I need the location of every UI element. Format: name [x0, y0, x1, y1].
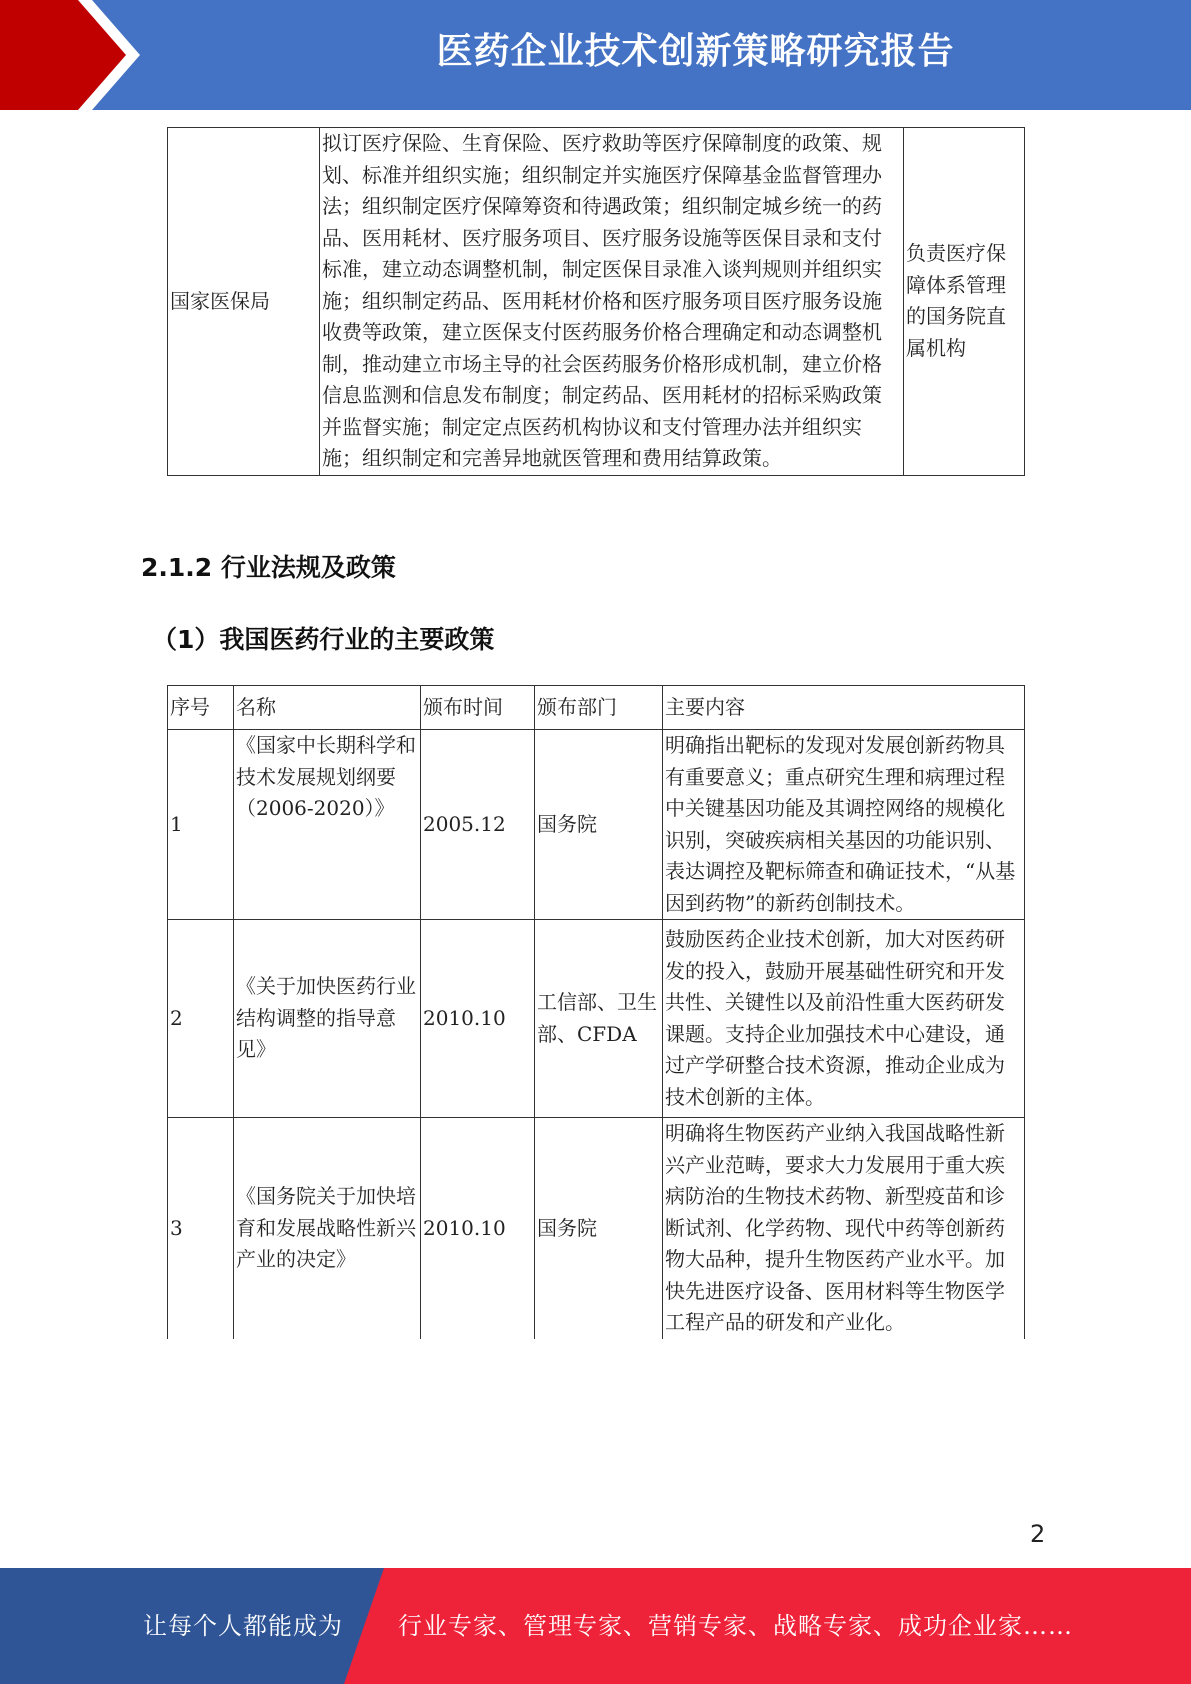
header-name: 名称	[234, 686, 421, 730]
agency-description: 拟订医疗保险、生育保险、医疗救助等医疗保障制度的政策、规划、标准并组织实施；组织制定并实施医疗保障基金监督管理办法；组织制定医疗保障筹资和待遇政策；组织制定城乡统一的药品、医用耗材、医疗服务项目、医疗服务设施等医保目录和支付标准，建立动态调整机制，制定医保目录准入谈判规则并组织实施；组织制定药品、医用耗材价格和医疗服务项目医疗服务设施收费等政策，建立医保支付医药服务价格合理确定和动态调整机制，推动建立市场主导的社会医药服务价格形成机制，建立价格信息监测和信息发布制度；制定药品、医用耗材的招标采购政策并监督实施；制定定点医药机构协议和支付管理办法并组织实施；组织制定和完善异地就医管理和费用结算政策。	[320, 128, 904, 476]
table-row	[168, 730, 1025, 920]
header-arrow-decoration	[0, 0, 150, 110]
policy-date: 2010.10	[421, 1118, 535, 1339]
footer-slogan-right: 行业专家、管理专家、营销专家、战略专家、成功企业家……	[398, 1612, 1073, 1640]
policy-content: 明确将生物医药产业纳入我国战略性新兴产业范畴，要求大力发展用于重大疾病防治的生物技术药物、新型疫苗和诊断试剂、化学药物、现代中药等创新药物大品种，提升生物医药产业水平。加快先进医疗设备、医用材料等生物医学工程产品的研发和产业化。	[663, 1118, 1025, 1339]
table-header-row	[168, 686, 1025, 730]
policy-table	[167, 685, 1025, 1339]
policy-no: 3	[168, 1118, 234, 1339]
page-header	[0, 0, 1191, 110]
page-number: 2	[1030, 1520, 1046, 1548]
policy-no: 2	[168, 920, 234, 1118]
policy-name: 《国务院关于加快培育和发展战略性新兴产业的决定》	[234, 1118, 421, 1339]
agency-name: 国家医保局	[168, 128, 320, 476]
table-row	[168, 128, 1025, 476]
agency-type: 负责医疗保障体系管理的国务院直属机构	[904, 128, 1025, 476]
table-row	[168, 920, 1025, 1118]
policy-no: 1	[168, 730, 234, 920]
footer-slogan-left: 让每个人都能成为	[143, 1612, 343, 1640]
section-heading: 2.1.2 行业法规及政策	[141, 553, 396, 582]
policy-dept: 工信部、卫生部、CFDA	[535, 920, 663, 1118]
report-title: 医药企业技术创新策略研究报告	[436, 31, 955, 72]
page-footer	[0, 1568, 1191, 1684]
policy-date: 2005.12	[421, 730, 535, 920]
agency-table	[167, 127, 1025, 476]
policy-dept: 国务院	[535, 730, 663, 920]
policy-date: 2010.10	[421, 920, 535, 1118]
policy-content: 鼓励医药企业技术创新，加大对医药研发的投入，鼓励开展基础性研究和开发共性、关键性以及前沿性重大医药研发课题。支持企业加强技术中心建设，通过产学研整合技术资源，推动企业成为技术创新的主体。	[663, 920, 1025, 1118]
policy-content: 明确指出靶标的发现对发展创新药物具有重要意义；重点研究生理和病理过程中关键基因功能及其调控网络的规模化识别，突破疾病相关基因的功能识别、表达调控及靶标筛查和确证技术，“从基因到药物”的新药创制技术。	[663, 730, 1025, 920]
header-dept: 颁布部门	[535, 686, 663, 730]
policy-name: 《国家中长期科学和技术发展规划纲要（2006-2020）》	[234, 730, 421, 920]
header-content: 主要内容	[663, 686, 1025, 730]
policy-dept: 国务院	[535, 1118, 663, 1339]
header-date: 颁布时间	[421, 686, 535, 730]
header-no: 序号	[168, 686, 234, 730]
policy-name: 《关于加快医药行业结构调整的指导意见》	[234, 920, 421, 1118]
subsection-heading: （1）我国医药行业的主要政策	[152, 625, 495, 654]
table-row	[168, 1118, 1025, 1339]
